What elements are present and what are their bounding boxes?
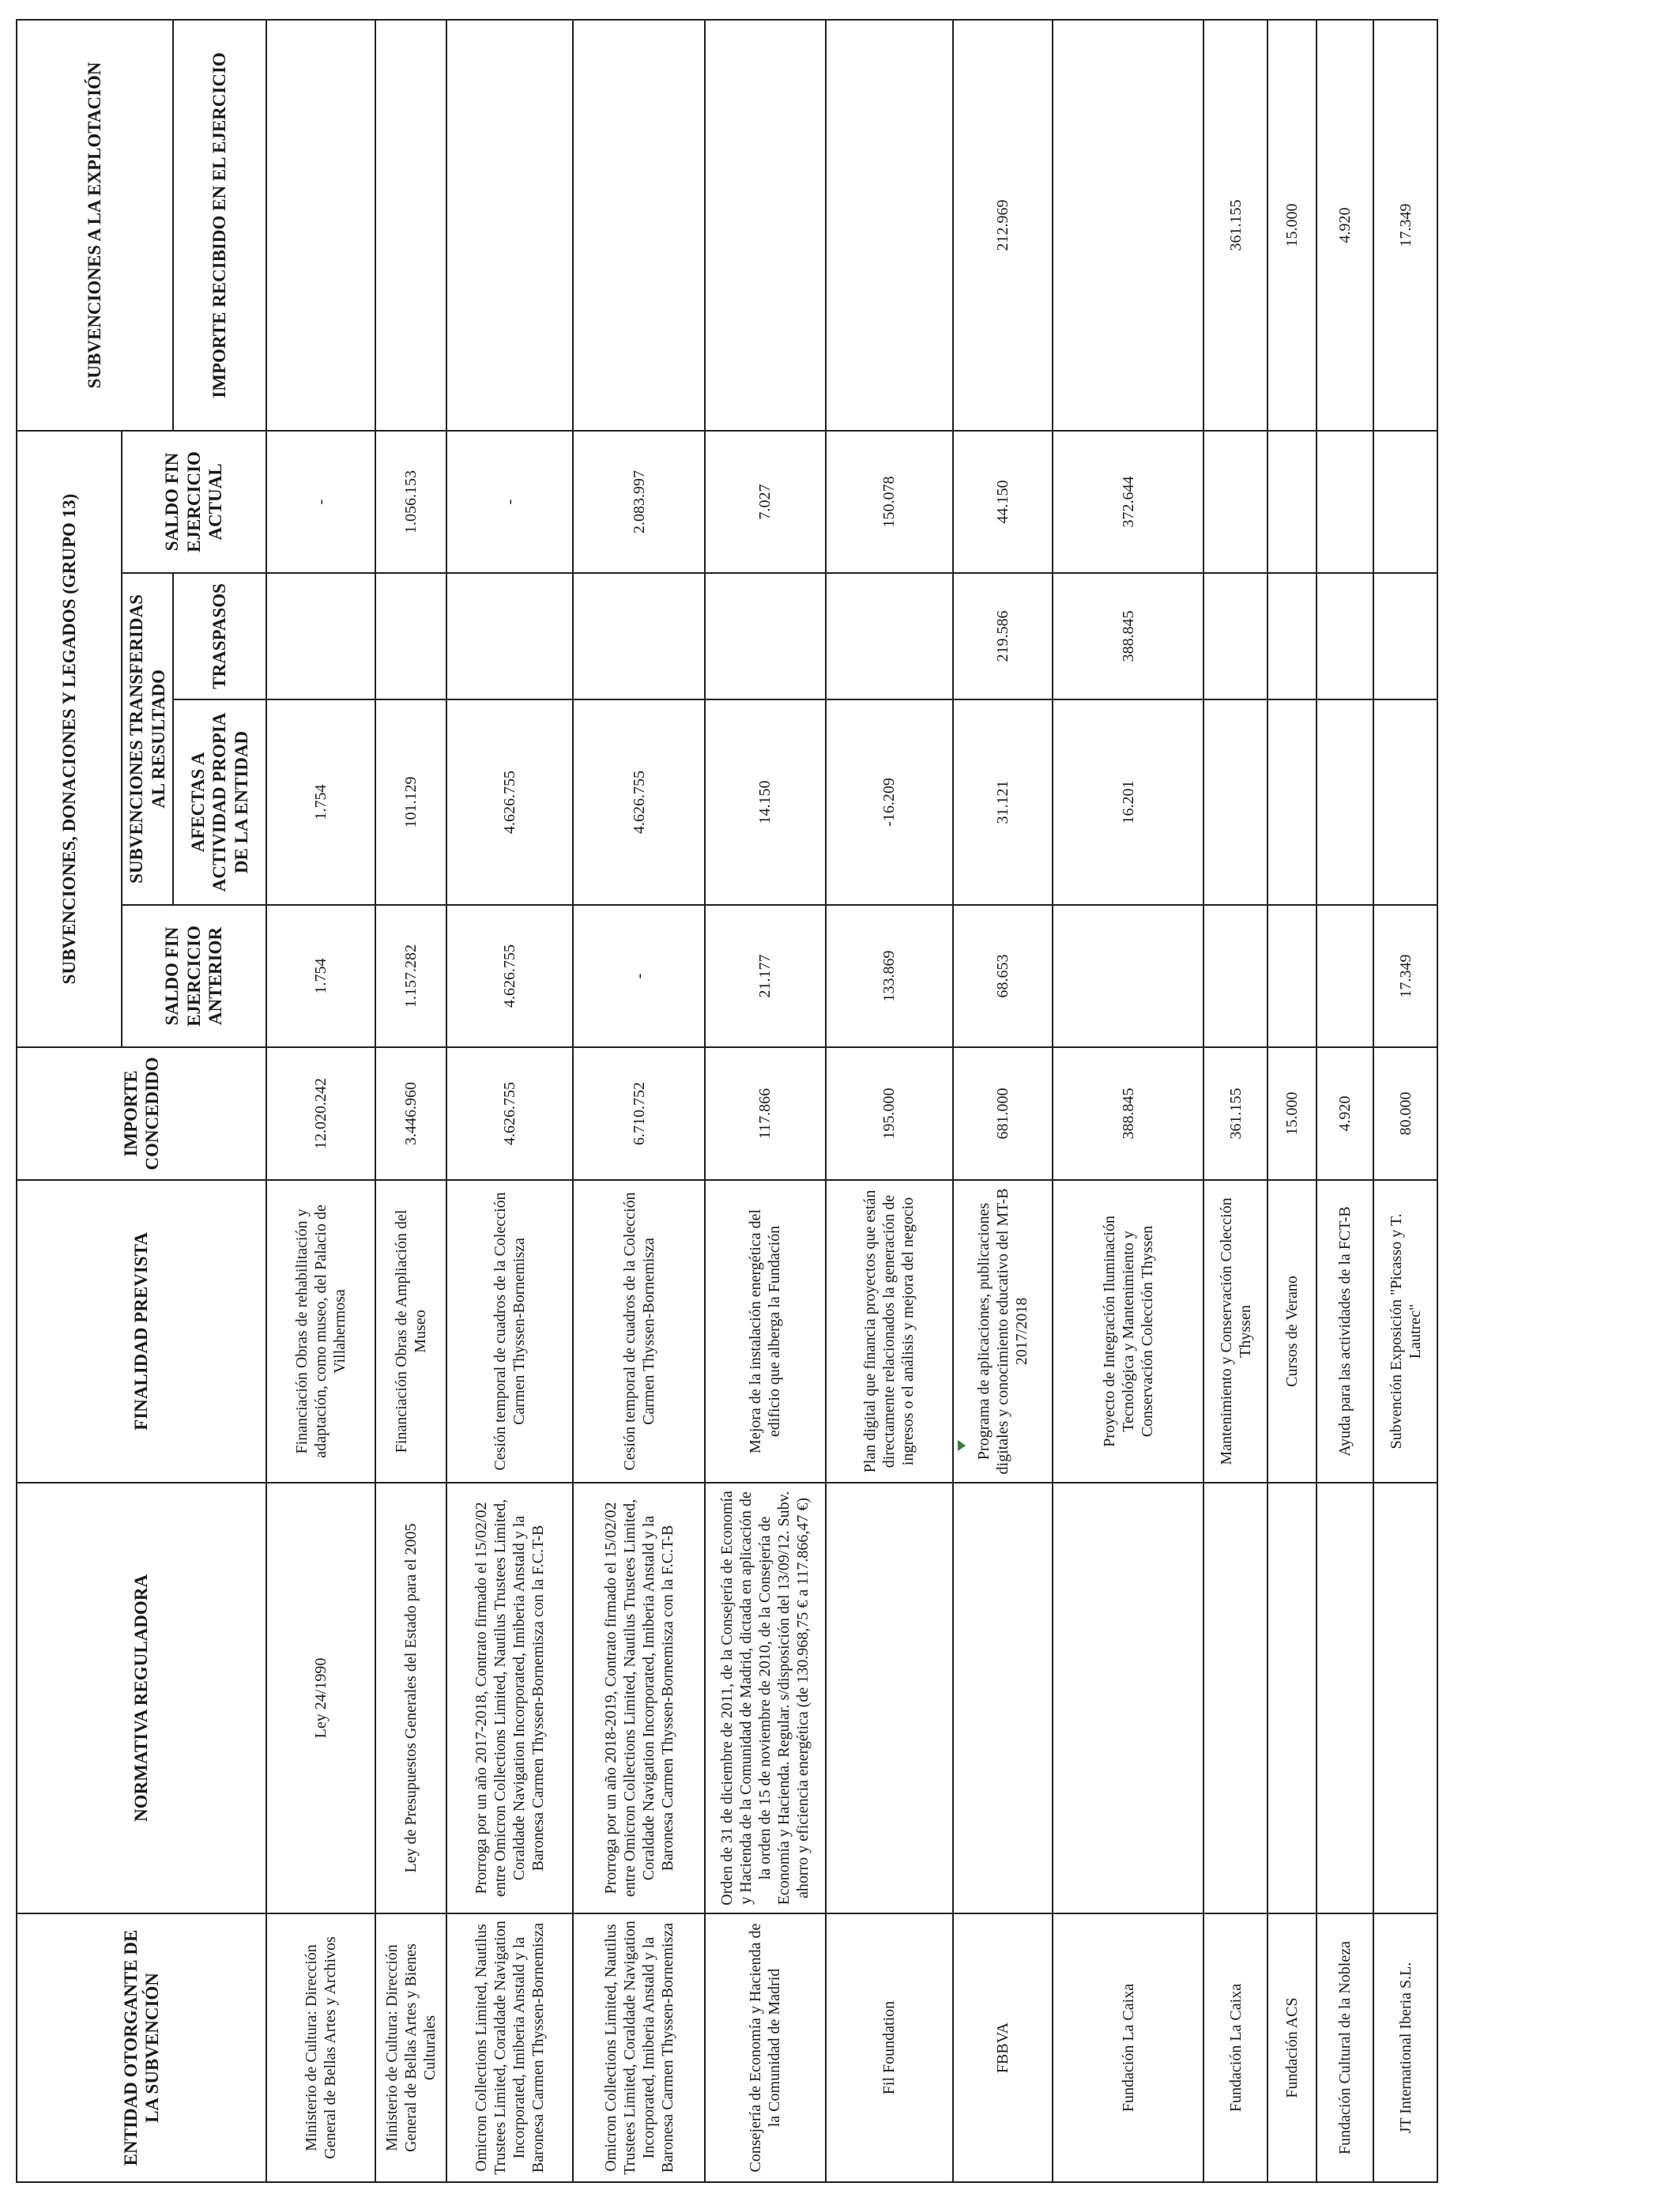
cell-importe: 681.000 — [953, 1047, 1053, 1180]
cell-recibido — [375, 20, 446, 431]
cell-normativa — [1268, 1483, 1317, 1913]
cell-saldo-actual — [1373, 431, 1437, 573]
cell-traspasos — [573, 573, 704, 699]
cell-traspasos — [826, 573, 953, 699]
cell-saldo-actual — [1317, 431, 1374, 573]
table-row — [826, 20, 953, 2182]
cell-finalidad: Subvención Exposición "Picasso y T. Lautrec" — [1373, 1180, 1437, 1483]
cell-entidad: Fil Foundation — [826, 1913, 953, 2182]
header-transferidas: SUBVENCIONES TRANSFERIDAS AL RESULTADO — [122, 573, 173, 905]
header-normativa: NORMATIVA REGULADORA — [17, 1483, 266, 1913]
cell-recibido — [826, 20, 953, 431]
cell-importe: 6.710.752 — [573, 1047, 704, 1180]
cell-traspasos — [375, 573, 446, 699]
cell-saldo-anterior: 1.754 — [266, 905, 375, 1047]
table-body — [266, 20, 1437, 2182]
cell-finalidad: Financiación Obras de rehabilitación y adaptación, como museo, del Palacio de Villahermosa — [266, 1180, 375, 1483]
cell-afectas: 101.129 — [375, 699, 446, 905]
cell-saldo-anterior: 21.177 — [705, 905, 826, 1047]
cell-recibido: 212.969 — [953, 20, 1053, 431]
table-row — [573, 20, 704, 2182]
cell-finalidad: Cesión temporal de cuadros de la Colección Carmen Thyssen-Bornemisza — [573, 1180, 704, 1483]
cell-normativa — [1053, 1483, 1204, 1913]
table-row — [1373, 20, 1437, 2182]
cell-saldo-anterior: 68.653 — [953, 905, 1053, 1047]
cell-saldo-anterior: - — [573, 905, 704, 1047]
cell-normativa — [1203, 1483, 1267, 1913]
cell-saldo-actual: 1.056.153 — [375, 431, 446, 573]
cell-saldo-anterior — [1053, 905, 1204, 1047]
cell-traspasos — [1268, 573, 1317, 699]
header-traspasos: TRASPASOS — [173, 573, 266, 699]
cell-afectas: 31.121 — [953, 699, 1053, 905]
header-grupo-13: SUBVENCIONES, DONACIONES Y LEGADOS (GRUPO 13) — [17, 431, 122, 1047]
table-row — [446, 20, 573, 2182]
table-row — [1053, 20, 1204, 2182]
cell-traspasos — [1317, 573, 1374, 699]
cell-recibido — [446, 20, 573, 431]
cell-normativa: Ley 24/1990 — [266, 1483, 375, 1913]
cell-recibido: 361.155 — [1203, 20, 1267, 431]
cell-recibido — [1053, 20, 1204, 431]
cell-saldo-anterior — [1268, 905, 1317, 1047]
cell-traspasos — [1203, 573, 1267, 699]
table-row — [1268, 20, 1317, 2182]
cell-importe: 388.845 — [1053, 1047, 1204, 1180]
cell-entidad: Fundación Cultural de la Nobleza — [1317, 1913, 1374, 2182]
cell-saldo-actual: - — [266, 431, 375, 573]
cell-entidad: Consejería de Economía y Hacienda de la Comunidad de Madrid — [705, 1913, 826, 2182]
cell-importe: 4.920 — [1317, 1047, 1374, 1180]
cell-saldo-anterior: 4.626.755 — [446, 905, 573, 1047]
cell-recibido: 4.920 — [1317, 20, 1374, 431]
cell-importe: 3.446.960 — [375, 1047, 446, 1180]
cell-entidad: Omicron Collections Limited, Nautilus Trustees Limited, Coraldade Navigation Incorporated, Imiberia Anstald y la Baronesa Carmen Thyssen-Bornemisza — [446, 1913, 573, 2182]
cell-saldo-actual: 372.644 — [1053, 431, 1204, 573]
cell-recibido — [266, 20, 375, 431]
cell-normativa — [1373, 1483, 1437, 1913]
cell-entidad: Ministerio de Cultura: Dirección General de Bellas Artes y Bienes Culturales — [375, 1913, 446, 2182]
header-saldo-anterior: SALDO FIN EJERCICIO ANTERIOR — [122, 905, 266, 1047]
header-importe-recibido: IMPORTE RECIBIDO EN EL EJERCICIO — [173, 20, 266, 431]
cell-entidad: FBBVA — [953, 1913, 1053, 2182]
cell-entidad: Fundación La Caixa — [1053, 1913, 1204, 2182]
cell-importe: 117.866 — [705, 1047, 826, 1180]
table-row — [375, 20, 446, 2182]
header-finalidad: FINALIDAD PREVISTA — [17, 1180, 266, 1483]
cell-saldo-anterior — [1317, 905, 1374, 1047]
cell-finalidad: Programa de aplicaciones, publicaciones digitales y conocimiento educativo del MT-B 2017/2018 — [953, 1180, 1053, 1483]
cell-marker-icon — [958, 1440, 966, 1451]
cell-afectas: 1.754 — [266, 699, 375, 905]
cell-importe: 80.000 — [1373, 1047, 1437, 1180]
cell-recibido: 17.349 — [1373, 20, 1437, 431]
cell-saldo-actual — [1203, 431, 1267, 573]
table-row — [705, 20, 826, 2182]
header-entidad: ENTIDAD OTORGANTE DE LA SUBVENCIÓN — [17, 1913, 266, 2182]
cell-saldo-actual: 7.027 — [705, 431, 826, 573]
cell-traspasos — [266, 573, 375, 699]
cell-afectas: 4.626.755 — [573, 699, 704, 905]
cell-traspasos — [705, 573, 826, 699]
cell-entidad: JT International Iberia S.L. — [1373, 1913, 1437, 2182]
cell-traspasos: 219.586 — [953, 573, 1053, 699]
cell-saldo-anterior: 17.349 — [1373, 905, 1437, 1047]
cell-finalidad: Plan digital que financia proyectos que están directamente relacionados la generación de ingresos o el análisis y mejora del negocio — [826, 1180, 953, 1483]
cell-finalidad: Cursos de Verano — [1268, 1180, 1317, 1483]
cell-importe: 15.000 — [1268, 1047, 1317, 1180]
cell-finalidad: Proyecto de Integración Iluminación Tecnológica y Mantenimiento y Conservación Colección Thyssen — [1053, 1180, 1204, 1483]
cell-traspasos — [446, 573, 573, 699]
cell-saldo-actual: 44.150 — [953, 431, 1053, 573]
cell-entidad: Fundación ACS — [1268, 1913, 1317, 2182]
cell-importe: 12.020.242 — [266, 1047, 375, 1180]
cell-importe: 195.000 — [826, 1047, 953, 1180]
cell-normativa: Ley de Presupuestos Generales del Estado para el 2005 — [375, 1483, 446, 1913]
cell-saldo-anterior — [1203, 905, 1267, 1047]
table-header — [17, 20, 266, 2182]
cell-finalidad: Mantenimiento y Conservación Colección Thyssen — [1203, 1180, 1267, 1483]
table-row — [1317, 20, 1374, 2182]
cell-saldo-actual: - — [446, 431, 573, 573]
cell-saldo-actual — [1268, 431, 1317, 573]
table-row — [1203, 20, 1267, 2182]
header-afectas: AFECTAS A ACTIVIDAD PROPIA DE LA ENTIDAD — [173, 699, 266, 905]
cell-traspasos — [1373, 573, 1437, 699]
table-row — [266, 20, 375, 2182]
cell-afectas: 4.626.755 — [446, 699, 573, 905]
cell-afectas — [1203, 699, 1267, 905]
cell-normativa — [1317, 1483, 1374, 1913]
header-saldo-actual: SALDO FIN EJERCICIO ACTUAL — [122, 431, 266, 573]
cell-normativa: Prorroga por un año 2017-2018, Contrato firmado el 15/02/02 entre Omicron Collections Limited, Nautilus Trustees Limited, Coraldade Navigation Incorporated, Imiberia Anstald y la Baronesa Carmen Thyssen-Bornemisza con la F.C.T-B — [446, 1483, 573, 1913]
cell-importe: 361.155 — [1203, 1047, 1267, 1180]
cell-afectas: 16.201 — [1053, 699, 1204, 905]
cell-recibido — [705, 20, 826, 431]
cell-importe: 4.626.755 — [446, 1047, 573, 1180]
cell-saldo-anterior: 133.869 — [826, 905, 953, 1047]
cell-traspasos: 388.845 — [1053, 573, 1204, 699]
cell-finalidad: Ayuda para las actividades de la FCT-B — [1317, 1180, 1374, 1483]
cell-saldo-actual: 2.083.997 — [573, 431, 704, 573]
grants-table — [16, 19, 1438, 2183]
cell-entidad: Ministerio de Cultura: Dirección General de Bellas Artes y Archivos — [266, 1913, 375, 2182]
cell-afectas: 14.150 — [705, 699, 826, 905]
cell-afectas: -16.209 — [826, 699, 953, 905]
header-importe-concedido: IMPORTE CONCEDIDO — [17, 1047, 266, 1180]
cell-finalidad: Mejora de la instalación energética del edificio que alberga la Fundación — [705, 1180, 826, 1483]
cell-afectas — [1373, 699, 1437, 905]
cell-entidad: Omicron Collections Limited, Nautilus Trustees Limited, Coraldade Navigation Incorporated, Imiberia Anstald y la Baronesa Carmen Thyssen-Bornemisza — [573, 1913, 704, 2182]
cell-normativa — [826, 1483, 953, 1913]
cell-finalidad: Cesión temporal de cuadros de la Colección Carmen Thyssen-Bornemisza — [446, 1180, 573, 1483]
cell-saldo-anterior: 1.157.282 — [375, 905, 446, 1047]
cell-normativa: Orden de 31 de diciembre de 2011, de la Consejería de Economía y Hacienda de la Comunidad de Madrid, dictada en aplicación de la orden de 15 de noviembre de 2010, de la Consejería de Economía y Hacienda. Regular. s/disposición del 13/09/12. Subv. ahorro y eficiencia energética (de 130.968,75 € a 117.866,47 €) — [705, 1483, 826, 1913]
cell-afectas — [1268, 699, 1317, 905]
cell-recibido — [573, 20, 704, 431]
cell-normativa — [953, 1483, 1053, 1913]
cell-saldo-actual: 150.078 — [826, 431, 953, 573]
cell-normativa: Prorroga por un año 2018-2019, Contrato firmado el 15/02/02 entre Omicron Collections Limited, Nautilus Trustees Limited, Coraldade Navigation Incorporated, Imiberia Anstald y la Baronesa Carmen Thyssen-Bornemisza con la F.C.T-B — [573, 1483, 704, 1913]
cell-entidad: Fundación La Caixa — [1203, 1913, 1267, 2182]
header-subvenciones-explotacion: SUBVENCIONES A LA EXPLOTACIÓN — [17, 20, 173, 431]
cell-afectas — [1317, 699, 1374, 905]
table-row — [953, 20, 1053, 2182]
cell-finalidad: Financiación Obras de Ampliación del Museo — [375, 1180, 446, 1483]
cell-recibido: 15.000 — [1268, 20, 1317, 431]
